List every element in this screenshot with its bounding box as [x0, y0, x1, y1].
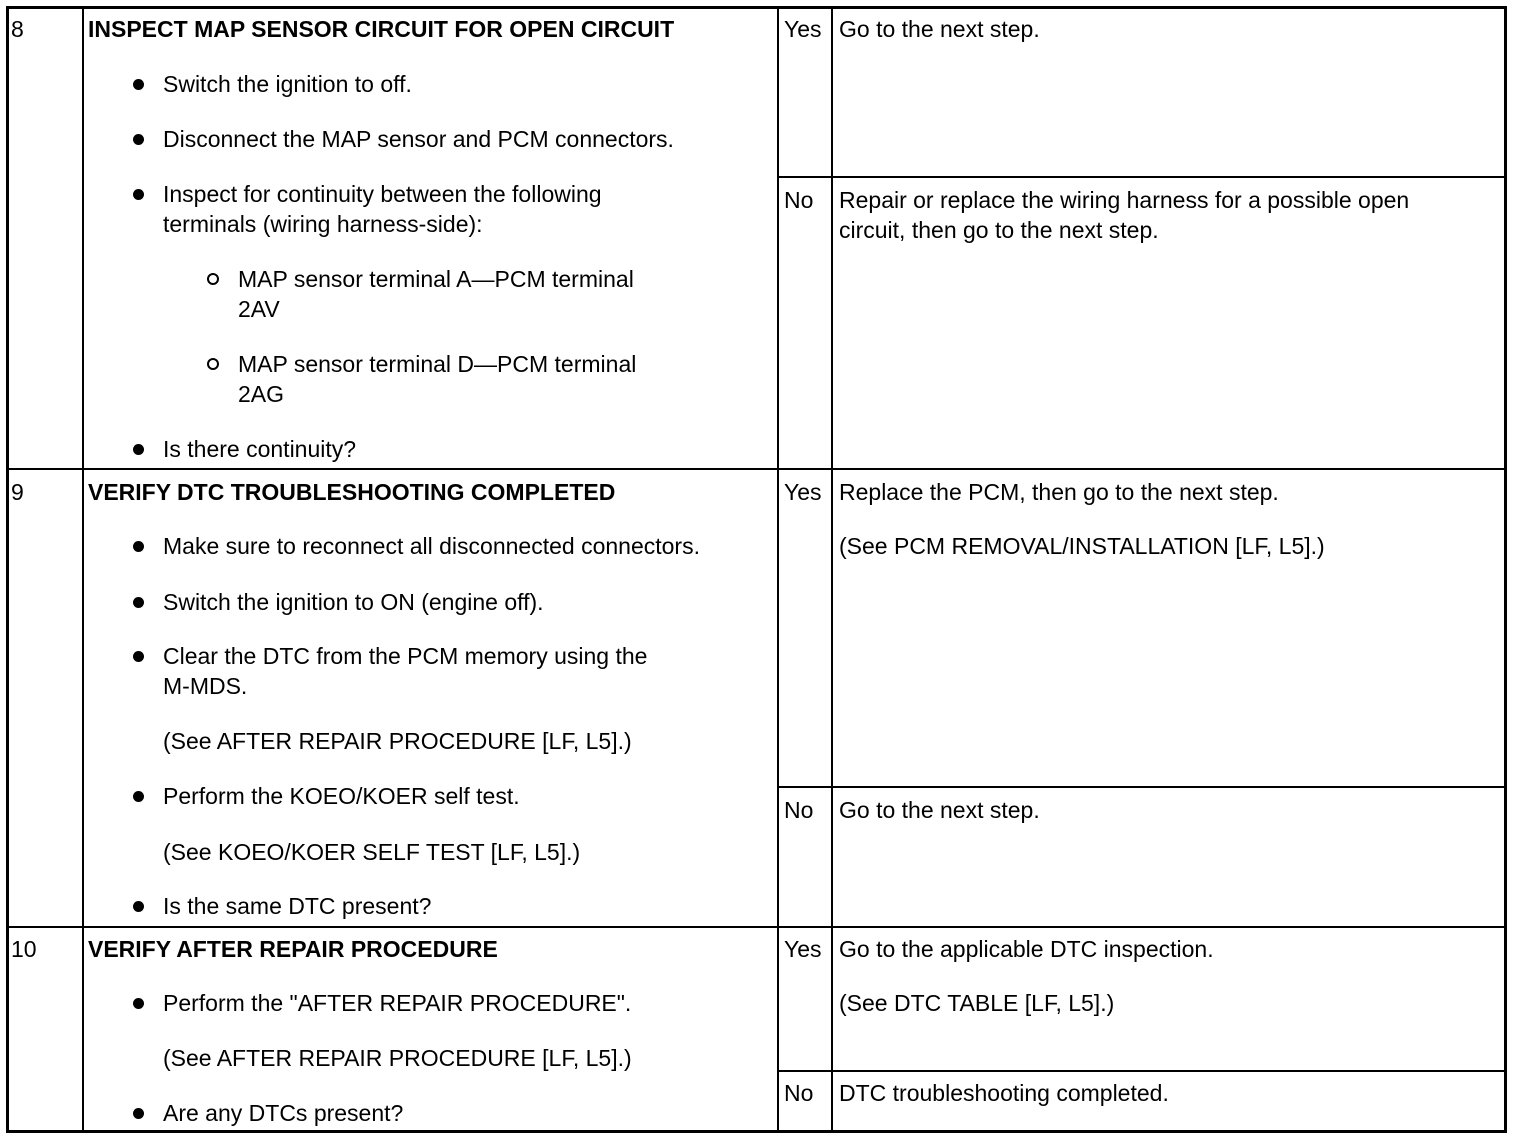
sub-list-item: MAP sensor terminal A—PCM terminal	[238, 266, 634, 292]
step-number: 8	[11, 16, 24, 42]
yes-label: Yes	[784, 936, 822, 962]
bullet-icon	[133, 79, 144, 90]
bullet-icon	[133, 791, 144, 802]
reference-note: (See AFTER REPAIR PROCEDURE [LF, L5].)	[163, 728, 632, 754]
list-item: Switch the ignition to off.	[163, 71, 412, 97]
bullet-icon	[133, 444, 144, 455]
list-item: Perform the "AFTER REPAIR PROCEDURE".	[163, 990, 632, 1016]
bullet-icon	[133, 998, 144, 1009]
list-item: Is the same DTC present?	[163, 893, 432, 919]
list-item-continued: terminals (wiring harness-side):	[163, 211, 483, 237]
no-action: Go to the next step.	[839, 797, 1040, 823]
step-number: 9	[11, 479, 24, 505]
sub-bullet-icon	[207, 273, 219, 285]
yes-no-divider	[777, 786, 1506, 788]
bullet-icon	[133, 651, 144, 662]
reference-note: (See AFTER REPAIR PROCEDURE [LF, L5].)	[163, 1045, 632, 1071]
no-action: circuit, then go to the next step.	[839, 217, 1159, 243]
sub-list-item: MAP sensor terminal D—PCM terminal	[238, 351, 637, 377]
bullet-icon	[133, 134, 144, 145]
row-divider	[8, 468, 1506, 470]
step-number: 10	[11, 936, 37, 962]
list-item: Is there continuity?	[163, 436, 357, 462]
sub-list-item-continued: 2AV	[238, 296, 280, 322]
list-item: Inspect for continuity between the following	[163, 181, 602, 207]
list-item: Switch the ignition to ON (engine off).	[163, 589, 544, 615]
list-item: Clear the DTC from the PCM memory using the	[163, 643, 648, 669]
yes-no-divider	[777, 1070, 1506, 1072]
no-action: Repair or replace the wiring harness for a possible open	[839, 187, 1410, 213]
yes-label: Yes	[784, 479, 822, 505]
yes-action-reference: (See DTC TABLE [LF, L5].)	[839, 990, 1115, 1016]
list-item: Disconnect the MAP sensor and PCM connectors.	[163, 126, 674, 152]
no-action: DTC troubleshooting completed.	[839, 1080, 1169, 1106]
bullet-icon	[133, 597, 144, 608]
list-item: Make sure to reconnect all disconnected connectors.	[163, 533, 700, 559]
list-item: Perform the KOEO/KOER self test.	[163, 783, 520, 809]
no-label: No	[784, 797, 814, 823]
reference-note: (See KOEO/KOER SELF TEST [LF, L5].)	[163, 839, 581, 865]
list-item: Are any DTCs present?	[163, 1100, 404, 1126]
column-divider-step	[82, 8, 84, 1132]
yes-action: Go to the next step.	[839, 16, 1040, 42]
step-title: INSPECT MAP SENSOR CIRCUIT FOR OPEN CIRCUIT	[88, 16, 675, 42]
yes-label: Yes	[784, 16, 822, 42]
row-divider	[8, 926, 1506, 928]
sub-list-item-continued: 2AG	[238, 381, 285, 407]
step-title: VERIFY AFTER REPAIR PROCEDURE	[88, 936, 498, 962]
bullet-icon	[133, 901, 144, 912]
step-title: VERIFY DTC TROUBLESHOOTING COMPLETED	[88, 479, 616, 505]
bullet-icon	[133, 189, 144, 200]
no-label: No	[784, 1080, 814, 1106]
bullet-icon	[133, 1108, 144, 1119]
no-label: No	[784, 187, 814, 213]
list-item-continued: M-MDS.	[163, 673, 248, 699]
yes-action: Replace the PCM, then go to the next step.	[839, 479, 1279, 505]
sub-bullet-icon	[207, 358, 219, 370]
bullet-icon	[133, 541, 144, 552]
yes-no-divider	[777, 176, 1506, 178]
yes-action-reference: (See PCM REMOVAL/INSTALLATION [LF, L5].)	[839, 533, 1325, 559]
yes-action: Go to the applicable DTC inspection.	[839, 936, 1214, 962]
